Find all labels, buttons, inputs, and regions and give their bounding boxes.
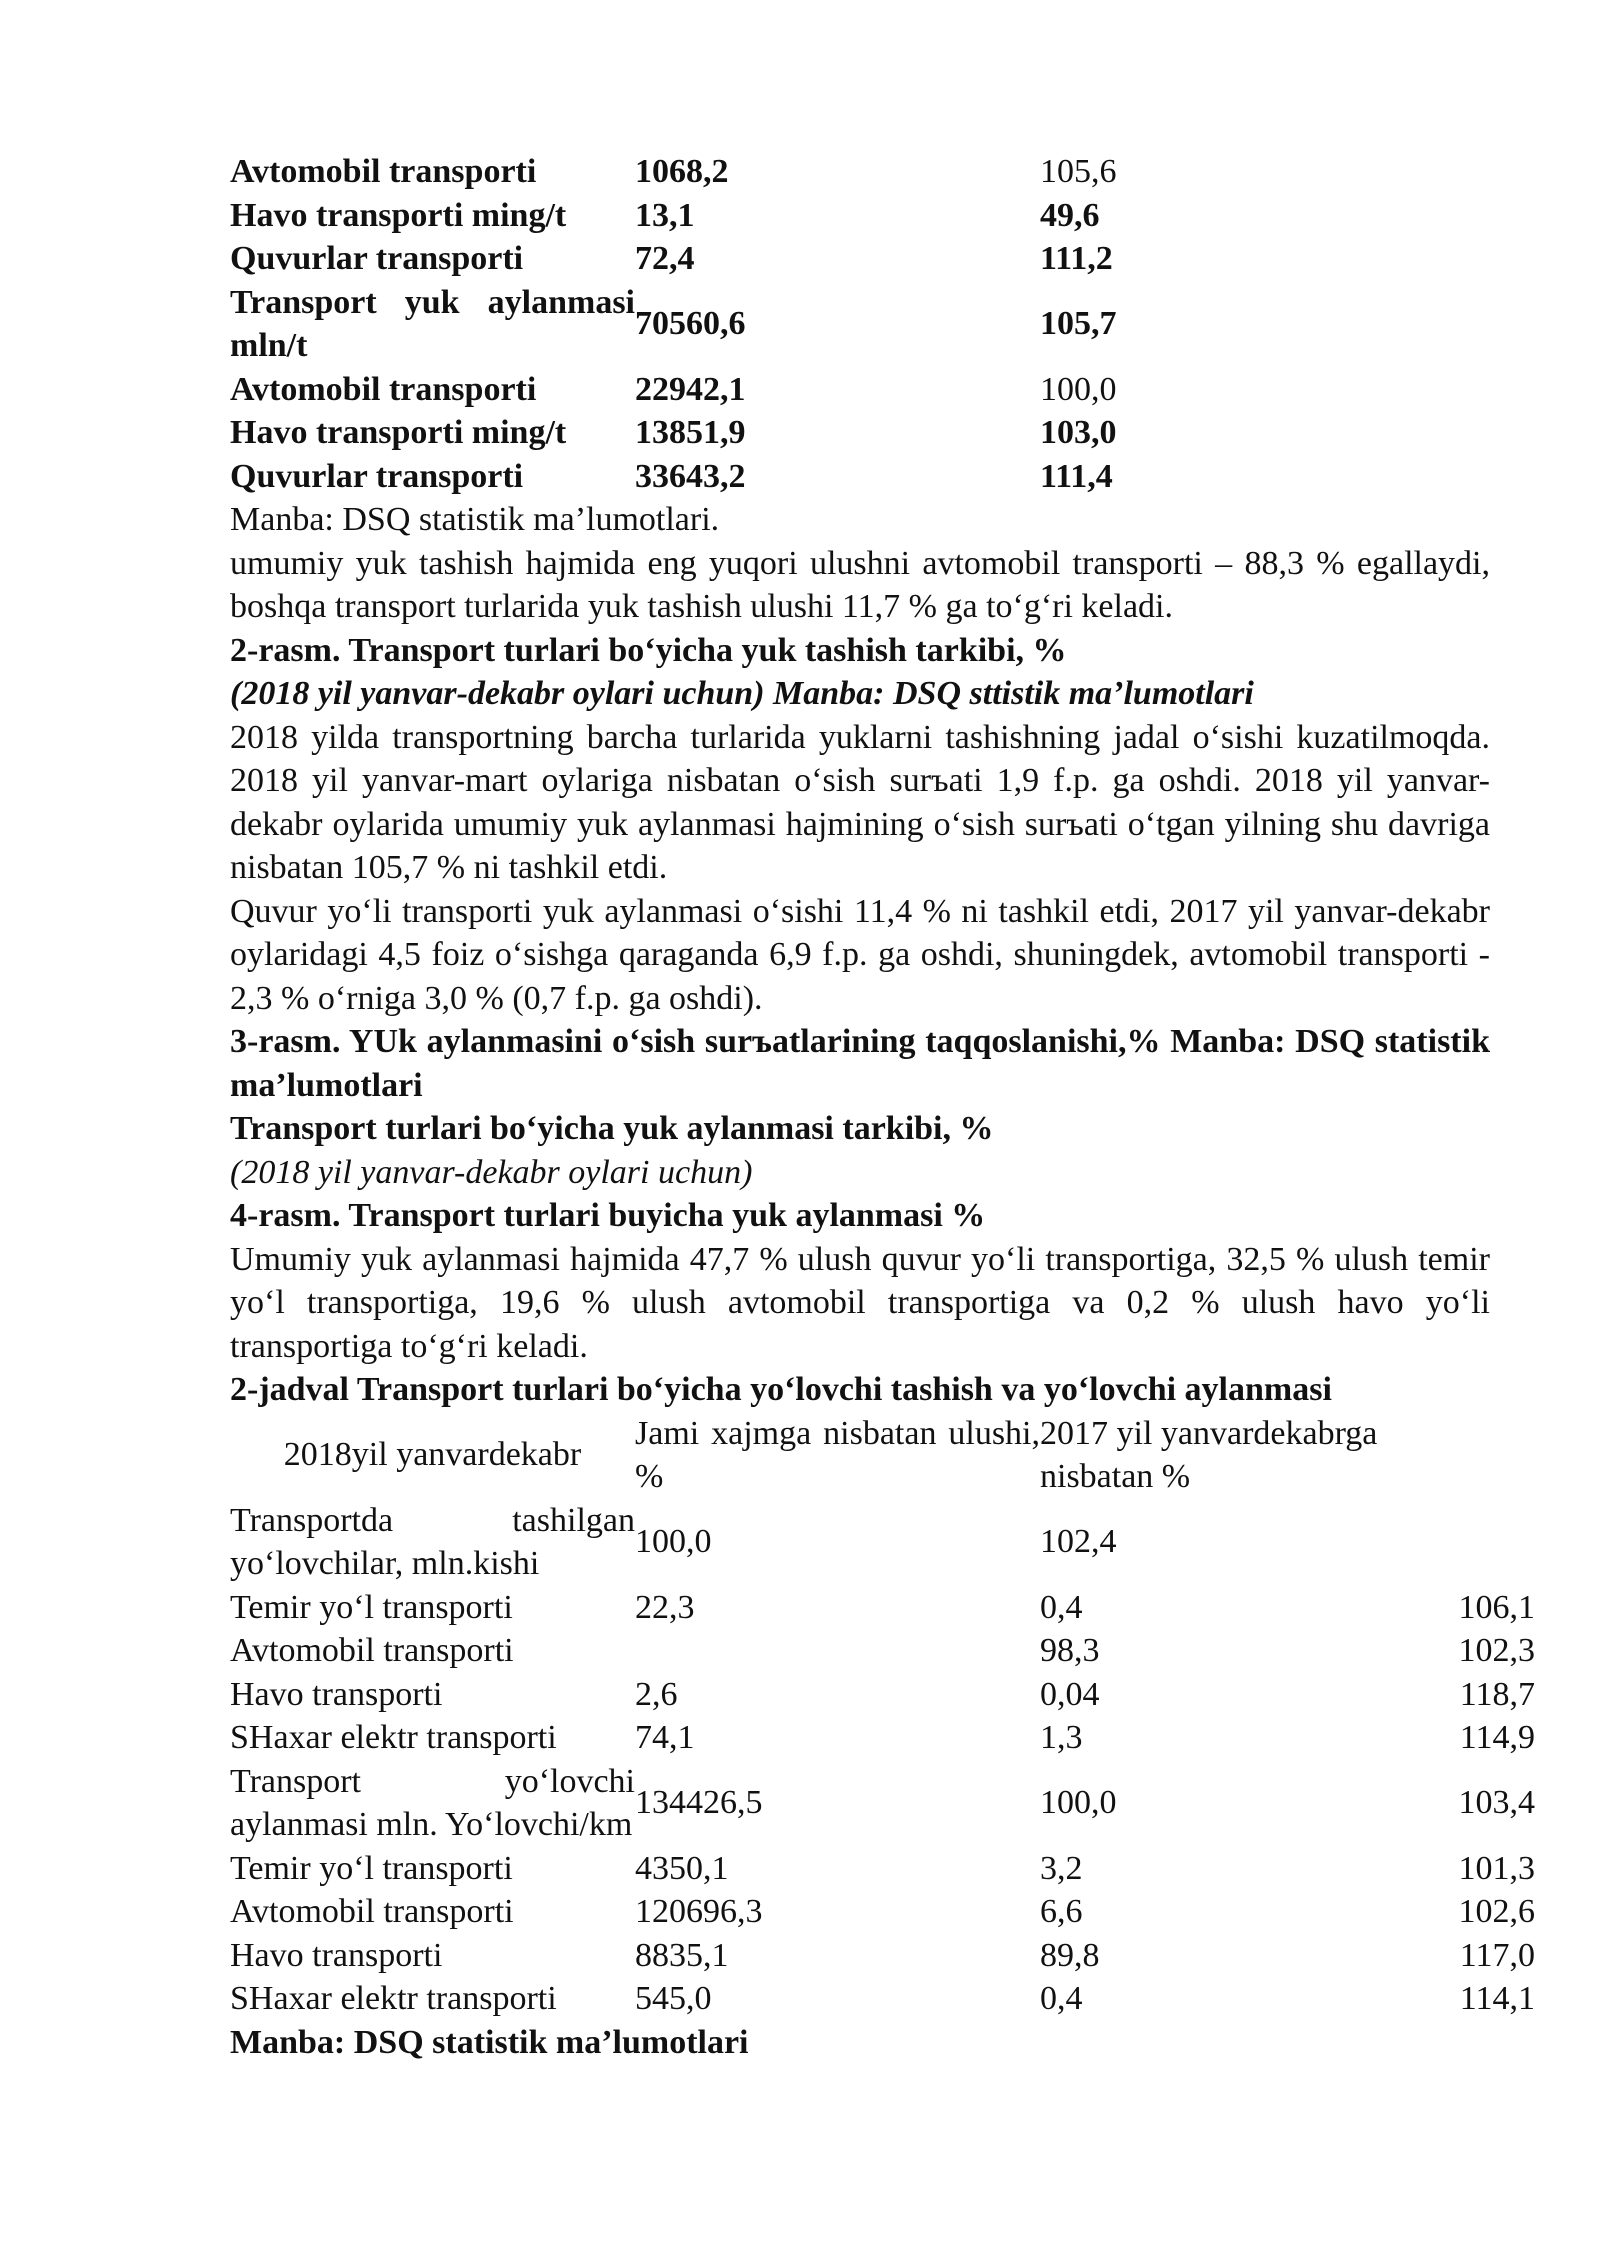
row-label: Havo transporti ming/t bbox=[230, 196, 567, 234]
table-row bbox=[230, 1586, 1535, 1630]
table-row bbox=[230, 1499, 1490, 1586]
row-cell: 8835,1 bbox=[635, 1936, 729, 1974]
table-row bbox=[230, 1890, 1535, 1934]
row-value: 13,1 bbox=[635, 196, 695, 234]
row-cell: 3,2 bbox=[1040, 1849, 1083, 1887]
row-value: 72,4 bbox=[635, 240, 695, 277]
table-row bbox=[230, 1934, 1535, 1978]
column-header: Jami xajmga nisbatan ulushi, % bbox=[635, 1414, 1040, 1495]
row-cell: 102,6 bbox=[1458, 1893, 1535, 1930]
paragraph: Umumiy yuk aylanmasi hajmida 47,7 % ulush quvur yo‘li transportiga, 32,5 % ulush temir yo‘l transportiga, 19,6 % ulush avtomobil transportiga va 0,2 % ulush havo yo‘li transportiga to‘g‘ri keladi. bbox=[230, 1240, 1490, 1365]
row-cell: 1,3 bbox=[1040, 1719, 1083, 1756]
row-label: Havo transporti ming/t bbox=[230, 414, 567, 451]
row-cell: 101,3 bbox=[1458, 1849, 1535, 1887]
table-row bbox=[230, 1760, 1535, 1847]
table-row bbox=[230, 150, 1490, 194]
row-cell: 120696,3 bbox=[635, 1893, 763, 1930]
table-title: 2-jadval Transport turlari bo‘yicha yo‘lovchi tashish va yo‘lovchi aylanmasi bbox=[230, 1371, 1332, 1408]
figure-subcaption: (2018 yil yanvar-dekabr oylari uchun) bbox=[230, 1153, 753, 1191]
row-label: Avtomobil transporti bbox=[230, 370, 537, 408]
figure-caption: 3-rasm. YUk aylanmasini o‘sish surъatlarining taqqoslanishi,% Manba: DSQ statistik ma’lumotlari bbox=[230, 1023, 1490, 1104]
row-label: Havo transporti bbox=[230, 1675, 443, 1713]
figure-caption: Transport turlari bo‘yicha yuk aylanmasi tarkibi, % bbox=[230, 1110, 994, 1147]
row-cell: 100,0 bbox=[1040, 1784, 1117, 1822]
table1-source: Manba: DSQ statistik ma’lumotlari. bbox=[230, 501, 720, 538]
table-row bbox=[230, 281, 1490, 368]
row-cell: 4350,1 bbox=[635, 1849, 729, 1887]
row-cell: 100,0 bbox=[635, 1523, 712, 1561]
figure-subcaption: (2018 yil yanvar-dekabr oylari uchun) Manba: DSQ sttistik ma’lumotlari bbox=[230, 675, 1254, 712]
row-cell: 89,8 bbox=[1040, 1936, 1100, 1974]
row-value: 13851,9 bbox=[635, 414, 746, 451]
row-pct: 105,7 bbox=[1040, 305, 1117, 343]
row-label: SHaxar elektr transporti bbox=[230, 1980, 557, 2017]
table-header-row bbox=[230, 1412, 1490, 1499]
row-value: 33643,2 bbox=[635, 457, 746, 495]
table-row bbox=[230, 368, 1490, 412]
table-row bbox=[230, 1629, 1535, 1673]
row-value: 70560,6 bbox=[635, 305, 746, 343]
figure-caption: 4-rasm. Transport turlari buyicha yuk aylanmasi % bbox=[230, 1197, 986, 1234]
row-cell: 98,3 bbox=[1040, 1632, 1100, 1669]
table-row bbox=[230, 194, 1490, 238]
row-cell bbox=[635, 1629, 1040, 1673]
row-cell: 102,3 bbox=[1458, 1632, 1535, 1669]
table-row bbox=[230, 1847, 1535, 1891]
row-label: Temir yo‘l transporti bbox=[230, 1588, 513, 1626]
row-pct: 100,0 bbox=[1040, 370, 1117, 408]
row-label: Havo transporti bbox=[230, 1936, 443, 1974]
figure-caption: 2-rasm. Transport turlari bo‘yicha yuk tashish tarkibi, % bbox=[230, 631, 1067, 669]
row-cell: 106,1 bbox=[1458, 1588, 1535, 1626]
paragraph: 2018 yilda transportning barcha turlarida yuklarni tashishning jadal o‘sishi kuzatilmoqda. 2018 yil yanvar-mart oylariga nisbatan o‘sish surъati 1,9 f.p. ga oshdi. 2018 yil yanvar-dekabr oylarida umumiy yuk aylanmasi hajmining o‘sish surъati o‘tgan yilning shu davriga nisbatan 105,7 % ni tashkil etdi. bbox=[230, 718, 1490, 886]
row-label: SHaxar elektr transporti bbox=[230, 1719, 557, 1756]
table-row bbox=[230, 1673, 1535, 1717]
row-label: Quvurlar transporti bbox=[230, 457, 524, 495]
column-header: 2018yil yanvardekabr bbox=[283, 1436, 582, 1474]
row-cell: 0,4 bbox=[1040, 1588, 1083, 1626]
row-cell bbox=[1445, 1499, 1535, 1586]
column-header bbox=[1445, 1412, 1535, 1499]
row-cell: 102,4 bbox=[1040, 1523, 1117, 1561]
row-cell: 22,3 bbox=[635, 1588, 695, 1626]
column-header: 2017 yil yanvardekabrga nisbatan % bbox=[1040, 1414, 1378, 1495]
row-label: Avtomobil transporti bbox=[230, 1893, 514, 1930]
row-cell: 6,6 bbox=[1040, 1893, 1083, 1930]
table-row bbox=[230, 411, 1490, 455]
row-pct: 49,6 bbox=[1040, 196, 1100, 234]
row-cell: 117,0 bbox=[1459, 1936, 1535, 1974]
row-cell: 545,0 bbox=[635, 1980, 712, 2017]
row-cell: 0,04 bbox=[1040, 1675, 1100, 1713]
row-label: Transport yuk aylanmasi mln/t bbox=[230, 283, 635, 364]
paragraph: Quvur yo‘li transporti yuk aylanmasi o‘sishi 11,4 % ni tashkil etdi, 2017 yil yanvar-dekabr oylaridagi 4,5 foiz o‘sishga qaraganda 6,9 f.p. ga oshdi, shuningdek, avtomobil transporti - 2,3 % o‘rniga 3,0 % (0,7 f.p. ga oshdi). bbox=[230, 892, 1490, 1017]
row-label: Transportda tashilgan yo‘lovchilar, mln.kishi bbox=[230, 1501, 635, 1582]
table-row bbox=[230, 455, 1490, 499]
row-label: Temir yo‘l transporti bbox=[230, 1849, 513, 1887]
row-cell: 74,1 bbox=[635, 1719, 695, 1756]
table-row bbox=[230, 1977, 1535, 2021]
row-pct: 111,4 bbox=[1040, 457, 1113, 495]
row-label: Quvurlar transporti bbox=[230, 240, 524, 277]
row-pct: 103,0 bbox=[1040, 414, 1117, 451]
row-value: 22942,1 bbox=[635, 370, 746, 408]
row-cell: 118,7 bbox=[1459, 1675, 1535, 1713]
table-row bbox=[230, 237, 1490, 281]
table-row bbox=[230, 1716, 1535, 1760]
row-label: Transport yo‘lovchi aylanmasi mln. Yo‘lovchi/km bbox=[230, 1762, 635, 1843]
cargo-table bbox=[230, 150, 1490, 498]
table2-source: Manba: DSQ statistik ma’lumotlari bbox=[230, 2023, 749, 2061]
row-cell: 2,6 bbox=[635, 1675, 678, 1713]
row-pct: 111,2 bbox=[1040, 240, 1113, 277]
row-label: Avtomobil transporti bbox=[230, 153, 537, 190]
document-page bbox=[230, 150, 1535, 2064]
row-label: Avtomobil transporti bbox=[230, 1632, 514, 1669]
row-cell: 103,4 bbox=[1458, 1784, 1535, 1822]
paragraph: umumiy yuk tashish hajmida eng yuqori ulushni avtomobil transporti – 88,3 % egallaydi, boshqa transport turlarida yuk tashish ulushi 11,7 % ga to‘g‘ri keladi. bbox=[230, 544, 1490, 625]
row-cell: 134426,5 bbox=[635, 1784, 763, 1822]
row-cell: 114,9 bbox=[1459, 1719, 1535, 1756]
row-pct: 105,6 bbox=[1040, 153, 1117, 190]
passenger-table bbox=[230, 1412, 1535, 2021]
row-cell: 0,4 bbox=[1040, 1980, 1083, 2017]
row-value: 1068,2 bbox=[635, 153, 729, 190]
row-cell: 114,1 bbox=[1459, 1980, 1535, 2017]
